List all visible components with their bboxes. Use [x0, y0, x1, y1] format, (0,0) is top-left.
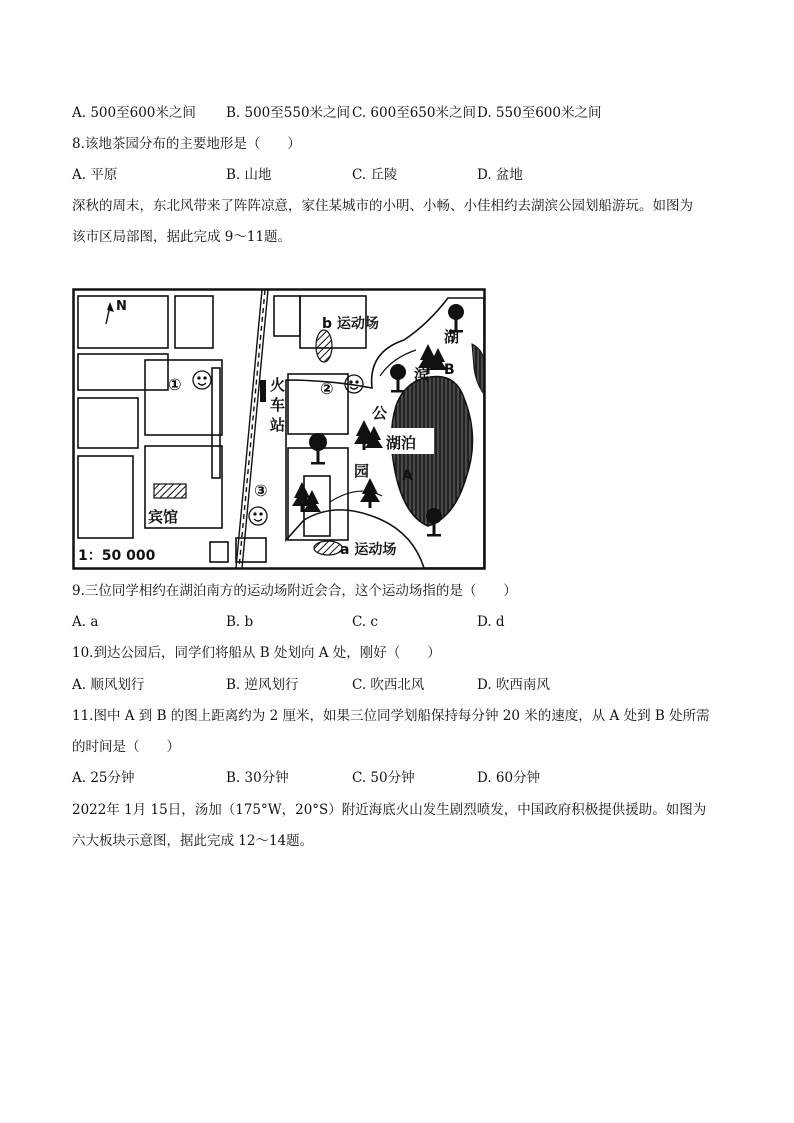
q9-stem: 9.三位同学相约在湖泊南方的运动场附近会合，这个运动场指的是（ ）: [72, 583, 517, 599]
lake-label: 湖泊: [386, 434, 417, 452]
q10-stem: 10.到达公园后，同学们将船从 B 处划向 A 处，刚好（ ）: [72, 645, 441, 661]
intro2-line2: 六大板块示意图，据此完成 12～14题。: [72, 833, 314, 849]
q11-option-d: D. 60分钟: [477, 770, 541, 786]
point-b-label: B: [444, 362, 455, 378]
q10-option-c: C. 吹西北风: [352, 677, 425, 693]
circle-1-label: ①: [168, 375, 182, 394]
q11-line2: 的时间是（ ）: [72, 739, 180, 755]
city-map-figure: [72, 288, 486, 570]
q10-option-d: D. 吹西南风: [477, 677, 550, 693]
circle-3-label: ③: [254, 481, 268, 500]
station-label-3: 站: [270, 416, 286, 434]
q11-option-c: C. 50分钟: [352, 770, 415, 786]
q10-option-a: A. 顺风划行: [72, 677, 145, 693]
q9-option-b: B. b: [226, 614, 254, 630]
q9-option-c: C. c: [352, 614, 378, 630]
hotel-building: [154, 484, 186, 498]
q8-option-b: B. 山地: [226, 167, 272, 183]
q11-line1: 11.图中 A 到 B 的图上距离约为 2 厘米，如果三位同学划船保持每分钟 20 米的速度，从 A 处到 B 处所需: [72, 708, 710, 724]
north-label: N: [116, 299, 127, 314]
q8-option-a: A. 平原: [72, 167, 118, 183]
circle-2-label: ②: [320, 379, 334, 398]
scale-label: 1：50 000: [78, 548, 156, 564]
intro1-line1: 深秋的周末，东北风带来了阵阵凉意，家住某城市的小明、小畅、小佳相约去湖滨公园划船游玩。如图为: [72, 198, 693, 214]
q11-option-a: A. 25分钟: [72, 770, 135, 786]
q9-option-a: A. a: [72, 614, 99, 630]
park-label-1: 湖: [444, 328, 460, 346]
sports-field-a: [314, 541, 342, 555]
q11-option-b: B. 30分钟: [226, 770, 289, 786]
point-a-label: A: [402, 468, 413, 484]
sports-field-b: [316, 330, 332, 362]
q8-option-d: D. 盆地: [477, 167, 523, 183]
station-building: [260, 380, 266, 402]
intro1-line2: 该市区局部图，据此完成 9～11题。: [72, 229, 292, 245]
park-label-2: 滨: [414, 366, 430, 384]
q7-option-b: B. 500至550米之间: [226, 105, 351, 121]
field-a-label: a 运动场: [340, 542, 397, 558]
field-b-label: b 运动场: [322, 316, 379, 332]
q7-option-a: A. 500至600米之间: [72, 105, 196, 121]
q9-option-d: D. d: [477, 614, 505, 630]
park-label-3: 公: [372, 404, 388, 422]
station-label-1: 火: [270, 376, 286, 394]
q8-stem: 8.该地茶园分布的主要地形是（ ）: [72, 136, 301, 152]
q10-option-b: B. 逆风划行: [226, 677, 299, 693]
station-label-2: 车: [270, 396, 286, 414]
q7-option-d: D. 550至600米之间: [477, 105, 602, 121]
park-label-4: 园: [354, 462, 370, 480]
intro2-line1: 2022年 1月 15日，汤加（175°W，20°S）附近海底火山发生剧烈喷发，中国政府积极提供援助。如图为: [72, 802, 707, 818]
hotel-label: 宾馆: [148, 508, 179, 526]
q7-option-c: C. 600至650米之间: [352, 105, 476, 121]
q8-option-c: C. 丘陵: [352, 167, 398, 183]
